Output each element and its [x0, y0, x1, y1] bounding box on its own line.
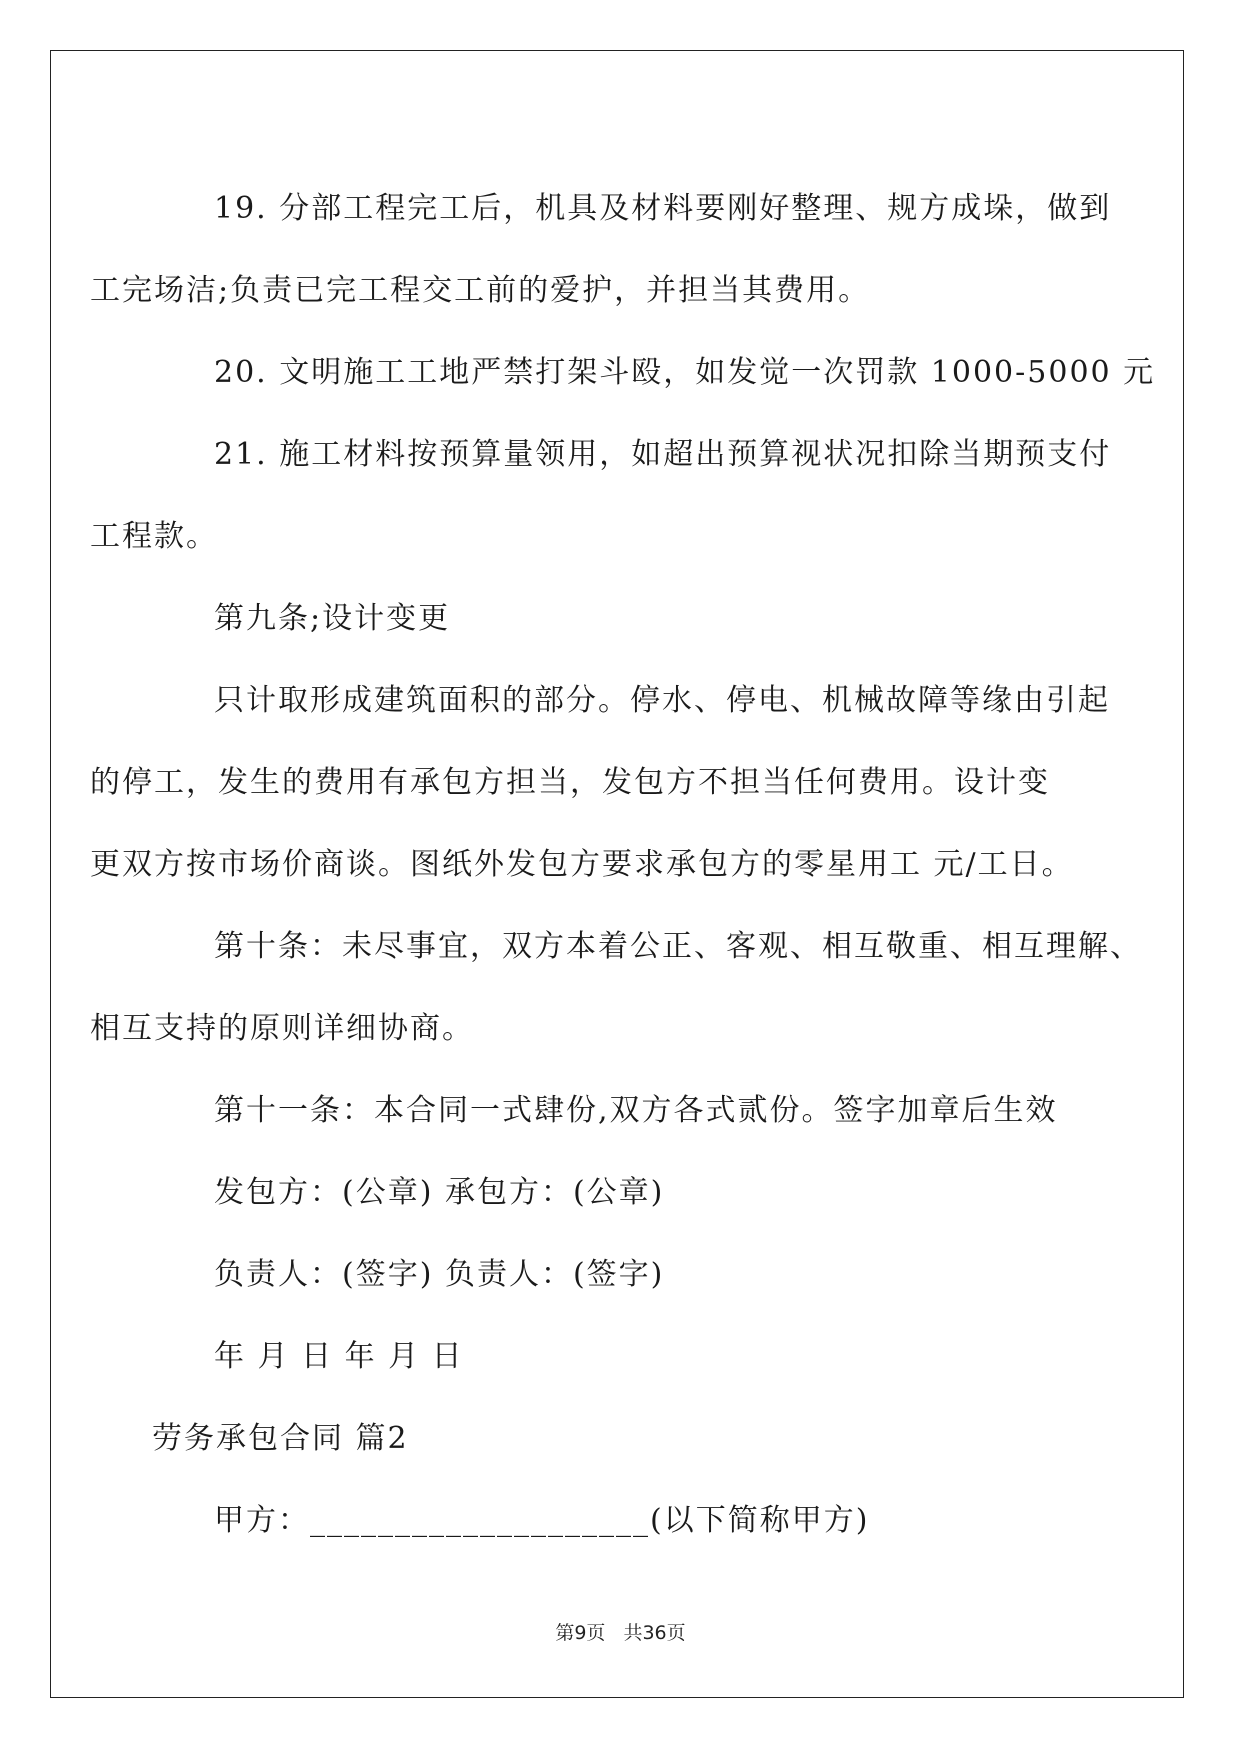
paragraph-line: 19. 分部工程完工后，机具及材料要刚好整理、规方成垛，做到	[214, 191, 1112, 226]
article-9-heading	[152, 578, 1112, 660]
document-body	[90, 168, 1156, 1562]
paragraph-line: 发包方：(公章) 承包方：(公章)	[214, 1175, 665, 1210]
paragraph-item-19	[90, 168, 1112, 332]
paragraph-line: 第十条：未尽事宜，双方本着公正、客观、相互敬重、相互理解、	[214, 929, 1142, 964]
paragraph-line: 相互支持的原则详细协商。	[90, 1011, 474, 1046]
paragraph-item-21	[90, 414, 1112, 578]
paragraph-line: 只计取形成建筑面积的部分。停水、停电、机械故障等缘由引起	[214, 683, 1110, 718]
seal-line	[152, 1152, 1112, 1234]
page-total: 共36页	[623, 1622, 686, 1644]
article-11	[152, 1070, 1112, 1152]
paragraph-line: 第十一条：本合同一式肆份,双方各式贰份。签字加章后生效	[214, 1093, 1058, 1128]
section-title	[152, 1398, 1112, 1480]
article-10	[90, 906, 1142, 1070]
page-number: 第9页	[555, 1622, 606, 1644]
paragraph-line: 负责人：(签字) 负责人：(签字)	[214, 1257, 665, 1292]
paragraph-line: 工完场洁;负责已完工程交工前的爱护，并担当其费用。	[90, 273, 871, 308]
date-line	[152, 1316, 1112, 1398]
paragraph-line: 21. 施工材料按预算量领用，如超出预算视状况扣除当期预支付	[214, 437, 1112, 472]
paragraph-line: 劳务承包合同 篇2	[152, 1421, 409, 1456]
paragraph-line: 第九条;设计变更	[214, 601, 451, 636]
paragraph-line: 20. 文明施工工地严禁打架斗殴，如发觉一次罚款 1000-5000 元	[214, 355, 1156, 390]
page-footer	[0, 1618, 1241, 1645]
paragraph-line: 的停工，发生的费用有承包方担当，发包方不担当任何费用。设计变	[90, 765, 1050, 800]
paragraph-line: 更双方按市场价商谈。图纸外发包方要求承包方的零星用工 元/工日。	[90, 847, 1074, 882]
paragraph-line: 工程款。	[90, 519, 218, 554]
paragraph-line: 年 月 日 年 月 日	[214, 1339, 464, 1374]
signature-line	[152, 1234, 1112, 1316]
article-9-body	[90, 660, 1112, 906]
paragraph-item-20	[152, 332, 1156, 414]
party-a-line	[152, 1480, 1112, 1562]
paragraph-line: 甲方：____________________(以下简称甲方)	[214, 1503, 870, 1538]
